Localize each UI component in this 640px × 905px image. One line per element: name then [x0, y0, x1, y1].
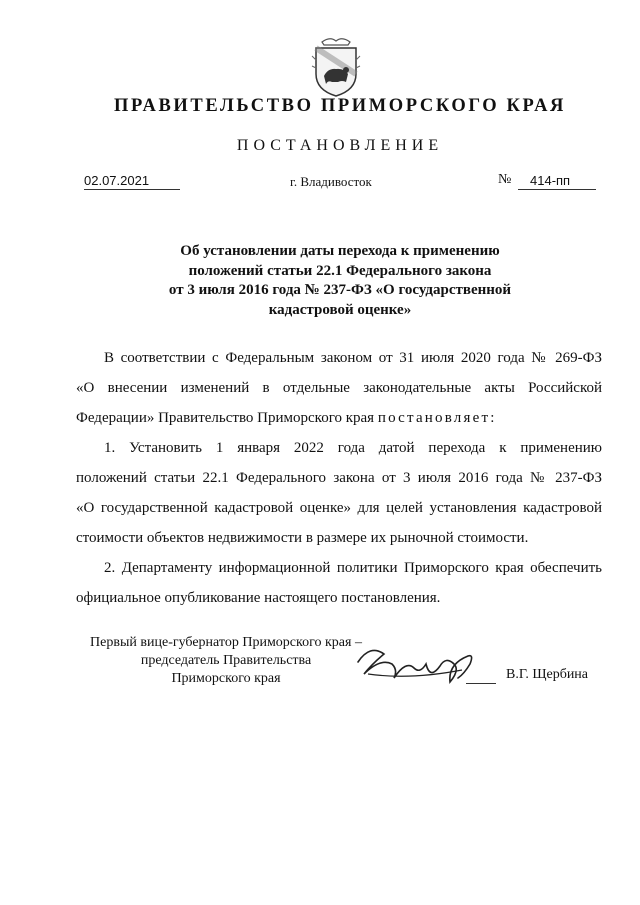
body-line: «О внесении изменений в отдельные законодательные акты Российской — [76, 380, 602, 396]
resolves-word: постановляет: — [377, 410, 497, 426]
handwritten-signature — [350, 634, 500, 694]
body-line: 2. Департаменту информационной политики Приморского края обеспечить — [104, 560, 602, 576]
document-body — [76, 343, 602, 613]
body-line — [76, 403, 602, 433]
heading-line: Об установлении даты перехода к применению — [180, 243, 500, 259]
paragraph-item-1 — [76, 433, 602, 553]
position-line: Первый вице-губернатор Приморского края – — [90, 635, 362, 650]
document-date: 02.07.2021 — [84, 173, 180, 190]
body-line: официальное опубликование настоящего постановления. — [76, 590, 441, 606]
document-city: г. Владивосток — [290, 174, 372, 189]
body-line: 1. Установить 1 января 2022 года датой перехода к применению — [104, 440, 602, 456]
position-line: Приморского края — [171, 671, 281, 686]
doc-type: ПОСТАНОВЛЕНИЕ — [236, 137, 444, 154]
document-heading — [150, 242, 530, 320]
coat-of-arms-icon — [302, 36, 370, 98]
org-title: ПРАВИТЕЛЬСТВО ПРИМОРСКОГО КРАЯ — [113, 96, 566, 116]
body-line: «О государственной кадастровой оценке» для целей установления кадастровой — [76, 500, 602, 516]
heading-line: кадастровой оценке» — [268, 301, 412, 318]
heading-line: положений статьи 22.1 Федерального закона — [188, 262, 492, 279]
paragraph-preamble — [76, 343, 602, 433]
body-line: В соответствии с Федеральным законом от 31 июля 2020 года № 269-ФЗ — [104, 350, 602, 366]
position-line: председатель Правительства — [140, 653, 312, 668]
signatory-position — [76, 634, 376, 688]
signatory-name: В.Г. Щербина — [506, 667, 589, 682]
body-text: Федерации» Правительство Приморского края — [76, 410, 378, 426]
number-label: № — [498, 172, 512, 187]
signature-underline — [466, 683, 496, 684]
paragraph-item-2 — [76, 553, 602, 613]
body-line: положений статьи 22.1 Федерального закона от 3 июля 2016 года № 237-ФЗ — [76, 470, 602, 486]
heading-line: от 3 июля 2016 года № 237-ФЗ «О государственной — [168, 282, 512, 298]
document-number: 414-пп — [518, 173, 596, 190]
body-line: стоимости объектов недвижимости в размере их рыночной стоимости. — [76, 530, 529, 546]
